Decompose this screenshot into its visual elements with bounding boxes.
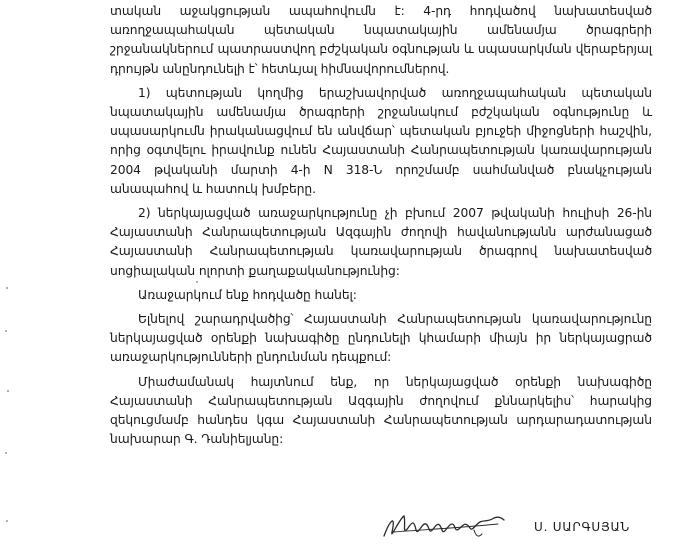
paragraph-point-2: 2) ներկայացված առաջարկությունը չի բխում 2007 թվականի հուլիսի 26-ին Հայաստանի Հանրապետության Ազգային ժողովի հավանությանն արժանացած Հայաստանի Հանրապետության կառավարության ծրագրով նախատեսված սոցիալական ոլորտի քաղաքականությունից: <box>110 206 652 278</box>
paragraph-proposal: Առաջարկում ենք հոդվածը հանել: <box>138 287 357 302</box>
paragraph-conclusion: Ելնելով շարադրվածից՝ Հայաստանի Հանրապետության կառավարությունը ներկայացված օրենքի նախագիծը ընդունելի կհամարի միայն իր ներկայացրած առաջարկությունների ընդունման դեպքում: <box>110 312 652 365</box>
scan-speck <box>7 390 9 392</box>
scan-speck <box>5 452 7 454</box>
letter-body <box>110 2 652 449</box>
scan-speck <box>6 287 8 289</box>
paragraph-notice: Միաժամանակ հայտնում ենք, որ ներկայացված օրենքի նախագիծը Հայաստանի Հանրապետության Ազգային ժողովում քննարկելիս՝ հարակից զեկուցմամբ հանդես կգա Հայաստանի Հանրապետության արդարադատության նախարար Գ. Դանիելյանը: <box>110 374 652 447</box>
scan-speck <box>6 520 8 522</box>
paragraph-intro: տական աջակցության ապահովումն է: 4-րդ հոդվածով նախատեսված առողջապահական պետական նպատակային ամենամյա ծրագրերի շրջանակներում պատրաստվող բժշկական օգնության և սպասարկման վերաբերյալ դրույթն անընդունելի է՝ հետևյալ հիմնավորումներով. <box>110 4 652 76</box>
signature-block <box>370 510 690 544</box>
scan-speck <box>196 281 198 283</box>
handwritten-signature <box>378 510 508 542</box>
signer-name: Ս. ՍԱՐԳՍՅԱՆ <box>534 520 631 534</box>
paragraph-point-1: 1) պետության կողմից երաշխավորված առողջապահական պետական նպատակային ամենամյա ծրագրերի շրջանակում բժշկական օգնությունը և սպասարկումն իրականացվում են անվճար՝ պետական բյուջեի միջոցների հաշվին, որից օգտվելու իրավունք ունեն Հայաստանի Հանրապետության կառավարության 2004 թվականի մարտի 4-ի N 318-Ն որոշմամբ սահմանված բնակչության անապահով և հատուկ խմբերը. <box>110 85 652 196</box>
scan-speck <box>5 330 7 332</box>
